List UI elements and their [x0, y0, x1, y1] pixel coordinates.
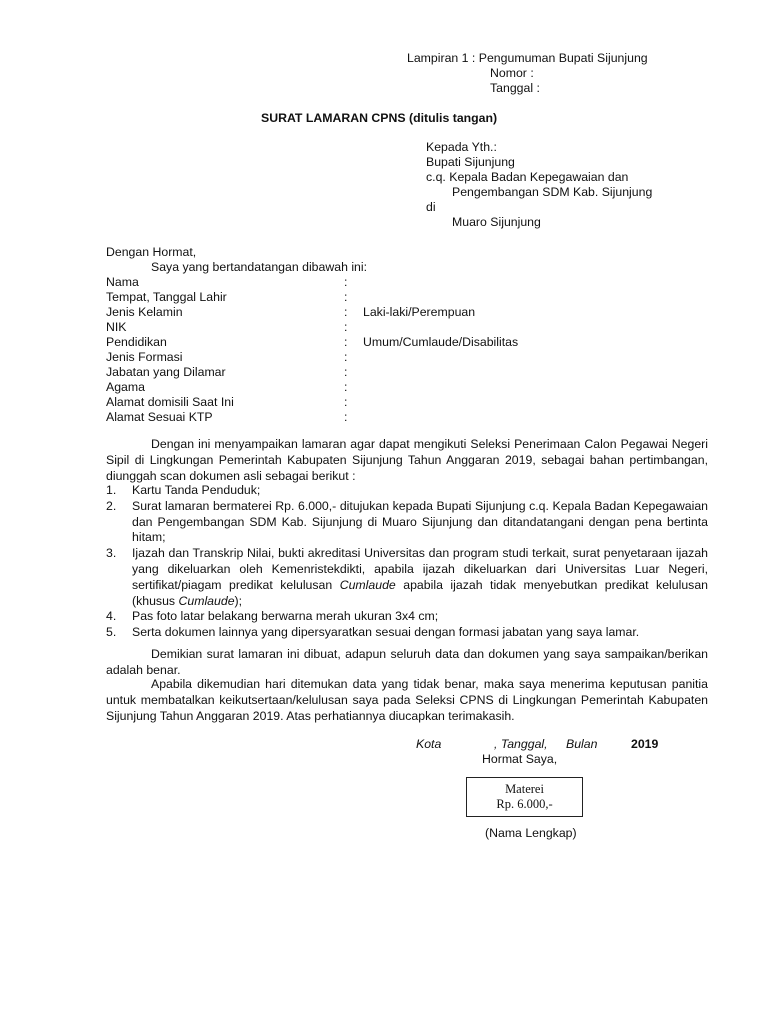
field-colon: :: [344, 305, 348, 319]
list-item: [106, 499, 708, 546]
recipient-line: Kepada Yth.:: [426, 140, 497, 154]
field-label: Nama: [106, 275, 139, 289]
field-label: Alamat domisili Saat Ini: [106, 395, 234, 409]
recipient-line: Muaro Sijunjung: [452, 215, 541, 229]
field-colon: :: [344, 365, 348, 379]
materei-stamp-box: [466, 777, 583, 817]
closing-paragraph: Apabila dikemudian hari ditemukan data yang tidak benar, maka saya menerima keputusan panitia untuk membatalkan keikutsertaan/kelulusan saya pada Seleksi CPNS di Lingkungan Pemerintah Kabupaten Sijunjung Tahun Anggaran 2019. Atas perhatiannya diucapkan terimakasih.: [106, 677, 708, 723]
list-text: Serta dokumen lainnya yang dipersyaratkan sesuai dengan formasi jabatan yang saya lamar.: [132, 625, 640, 640]
lampiran-line: Lampiran 1 : Pengumuman Bupati Sijunjung: [407, 51, 648, 65]
field-colon: :: [344, 275, 348, 289]
closing-paragraph: Demikian surat lamaran ini dibuat, adapun seluruh data dan dokumen yang saya sampaikan/berikan adalah benar.: [106, 647, 708, 677]
recipient-line: Bupati Sijunjung: [426, 155, 515, 169]
signature-year: 2019: [631, 737, 659, 751]
body-paragraph: Dengan ini menyampaikan lamaran agar dapat mengikuti Seleksi Penerimaan Calon Pegawai Negeri Sipil di Lingkungan Pemerintah Kabupaten Sijunjung Tahun Anggaran 2019, sebagai bahan pertimbangan, diunggah scan dokumen asli sebagai berikut :: [106, 437, 708, 483]
list-text: Surat lamaran bermaterei Rp. 6.000,- ditujukan kepada Bupati Sijunjung c.q. Kepala Badan Kepegawaian dan Pengembangan SDM Kab. Sijunjung di Muaro Sijunjung dan ditandatangani dengan pena bertinta hitam;: [132, 498, 708, 545]
field-colon: :: [344, 380, 348, 394]
field-label: Pendidikan: [106, 335, 167, 349]
intro-line: Saya yang bertandatangan dibawah ini:: [151, 260, 368, 274]
list-text-italic: Cumlaude: [178, 593, 235, 608]
list-item: [106, 609, 708, 625]
field-label: Agama: [106, 380, 145, 394]
list-item: [106, 625, 708, 641]
nomor-line: Nomor :: [490, 66, 534, 80]
field-colon: :: [344, 395, 348, 409]
field-colon: :: [344, 350, 348, 364]
signature-kota: Kota: [416, 737, 442, 751]
field-label: Jenis Kelamin: [106, 305, 183, 319]
document-list: [106, 483, 708, 641]
list-number: 1.: [106, 483, 117, 497]
list-item: [106, 546, 708, 609]
signature-name: (Nama Lengkap): [485, 826, 577, 840]
signature-tanggal: , Tanggal,: [494, 737, 548, 751]
materei-amount: Rp. 6.000,-: [496, 797, 553, 811]
signature-hormat: Hormat Saya,: [482, 752, 558, 766]
recipient-line: c.q. Kepala Badan Kepegawaian dan: [426, 170, 629, 184]
list-number: 3.: [106, 546, 117, 561]
tanggal-line: Tanggal :: [490, 81, 540, 95]
list-text: Pas foto latar belakang berwarna merah ukuran 3x4 cm;: [132, 609, 439, 624]
field-label: Jenis Formasi: [106, 350, 183, 364]
page-title: SURAT LAMARAN CPNS (ditulis tangan): [261, 111, 498, 125]
field-colon: :: [344, 335, 348, 349]
list-text: );: [234, 593, 243, 608]
list-number: 4.: [106, 609, 117, 624]
list-text: Kartu Tanda Penduduk;: [132, 483, 261, 497]
field-label: Jabatan yang Dilamar: [106, 365, 226, 379]
greeting: Dengan Hormat,: [106, 245, 197, 259]
list-text: apabila ijazah tidak menyebutkan predikat kelulusan (khusus: [132, 577, 708, 608]
field-label: NIK: [106, 320, 127, 334]
recipient-line: di: [426, 200, 436, 214]
field-value: Umum/Cumlaude/Disabilitas: [363, 335, 519, 349]
field-colon: :: [344, 320, 348, 334]
field-colon: :: [344, 410, 348, 424]
signature-bulan: Bulan: [566, 737, 598, 751]
list-text: Ijazah dan Transkrip Nilai, bukti akreditasi Universitas dan program studi terkait, surat penyetaraan ijazah yang dikeluarkan oleh Kemenristekdikti, apabila ijazah dikeluarkan dari Universitas Luar Negeri, sertifikat/piagam predikat kelulusan: [132, 546, 708, 592]
field-label: Tempat, Tanggal Lahir: [106, 290, 227, 304]
list-number: 2.: [106, 498, 117, 513]
field-label: Alamat Sesuai KTP: [106, 410, 213, 424]
field-colon: :: [344, 290, 348, 304]
list-item: [106, 483, 708, 499]
field-value: Laki-laki/Perempuan: [363, 305, 476, 319]
list-text-italic: Cumlaude: [339, 577, 396, 592]
list-number: 5.: [106, 625, 117, 640]
recipient-line: Pengembangan SDM Kab. Sijunjung: [452, 185, 653, 199]
materei-label: Materei: [505, 782, 544, 796]
